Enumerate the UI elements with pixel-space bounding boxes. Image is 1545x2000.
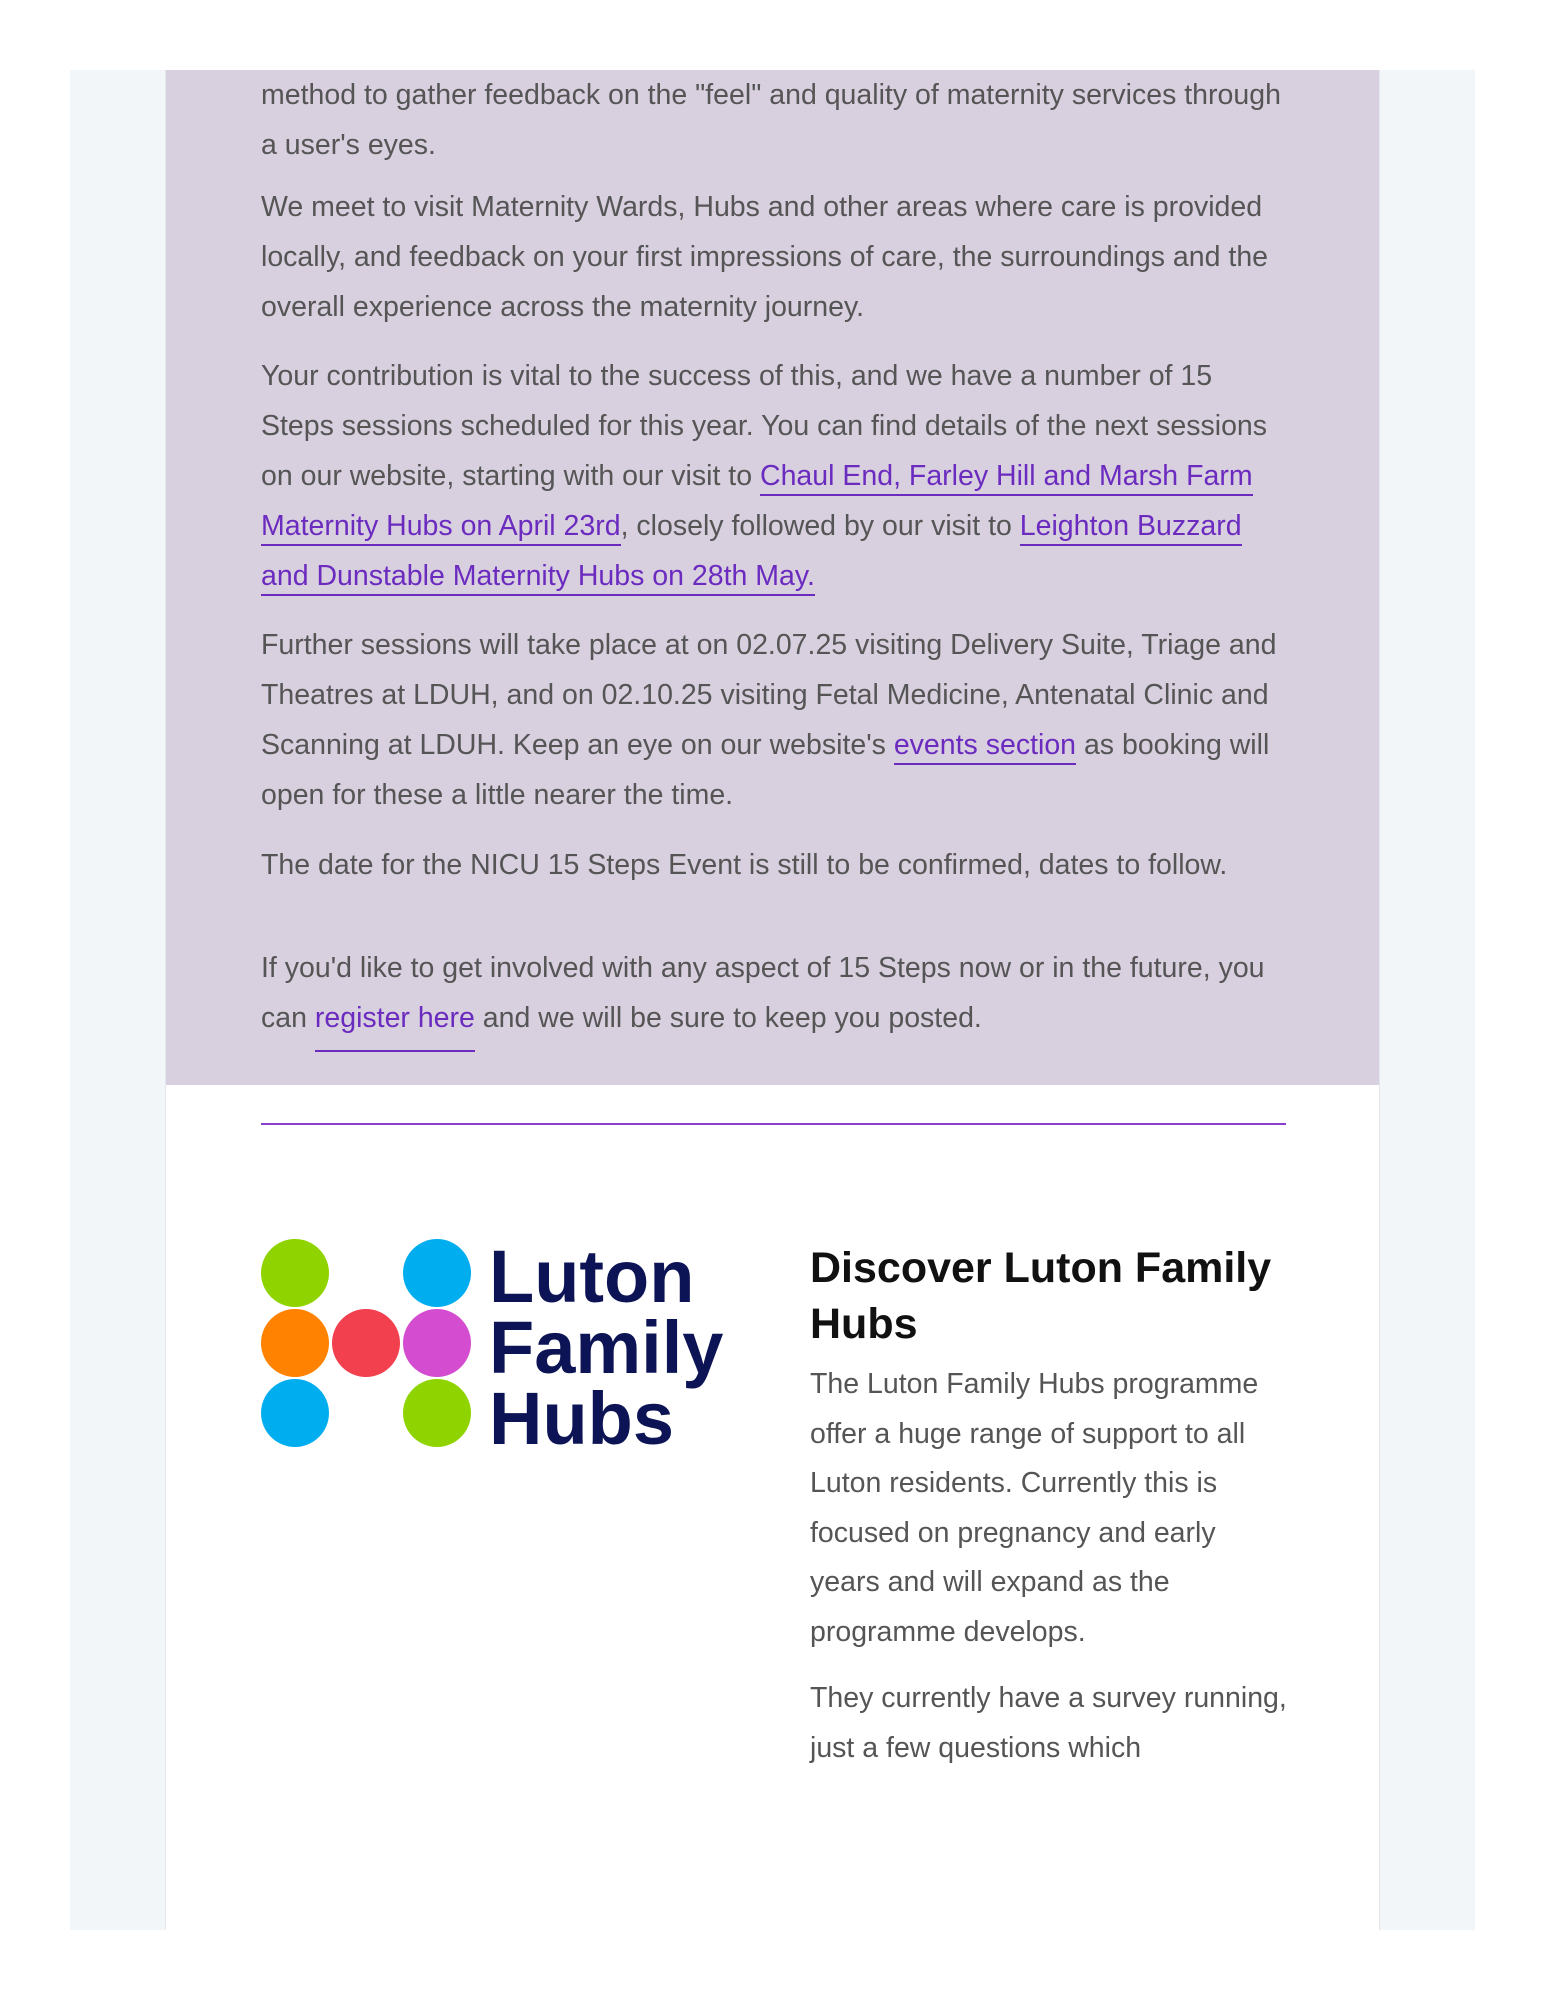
fifteen-steps-section	[166, 70, 1379, 1085]
logo-dot-blue-bottom	[261, 1379, 329, 1447]
logo-word-luton: Luton	[489, 1238, 695, 1318]
section-divider	[261, 1123, 1286, 1125]
family-hubs-title: Discover Luton Family Hubs	[810, 1244, 1272, 1348]
contribution-text-middle: , closely followed by our visit to	[620, 510, 1020, 542]
logo-dot-green-bottom	[403, 1379, 471, 1447]
contribution-paragraph	[261, 351, 1291, 601]
leighton-buzzard-hubs-link[interactable]: Leighton Buzzard and Dunstable Maternity Hubs on 28th May.	[261, 510, 1242, 596]
register-here-link[interactable]: register here	[314, 1002, 475, 1034]
chaul-end-hubs-link[interactable]: Chaul End, Farley Hill and Marsh Farm Maternity Hubs on April 23rd	[261, 460, 1253, 546]
further-text-after: as booking will open for these a little nearer the time.	[261, 729, 1270, 811]
logo-dot-red	[332, 1309, 400, 1377]
family-hubs-description: The Luton Family Hubs programme offer a huge range of support to all Luton residents. Currently this is focused on pregnancy and early years and will expand as the programme develops.	[810, 1368, 1259, 1648]
logo-dot-blue-top	[403, 1239, 471, 1307]
logo-dot-magenta	[403, 1309, 471, 1377]
events-section-link[interactable]: events section	[894, 729, 1076, 765]
logo-word-family: Family	[489, 1306, 724, 1389]
luton-family-hubs-logo	[261, 1238, 741, 1453]
further-sessions-paragraph	[261, 620, 1291, 820]
contribution-text-before: Your contribution is vital to the success of this, and we have a number of 15 Steps sessions scheduled for this year. You can find details of the next sessions on our website, starting with our visit to	[261, 360, 1268, 492]
visit-paragraph: We meet to visit Maternity Wards, Hubs and other areas where care is provided locally, and feedback on your first impressions of care, the surroundings and the overall experience across the maternity journey.	[261, 191, 1269, 323]
email-background	[70, 70, 1475, 1930]
family-hubs-survey-text: They currently have a survey running, just a few questions which	[810, 1682, 1287, 1764]
email-card	[166, 70, 1379, 1930]
logo-dot-green-top	[261, 1239, 329, 1307]
nicu-paragraph: The date for the NICU 15 Steps Event is still to be confirmed, dates to follow.	[261, 849, 1228, 881]
involved-text-after: and we will be sure to keep you posted.	[474, 1002, 982, 1034]
intro-tail-paragraph: method to gather feedback on the "feel" and quality of maternity services through a user's eyes.	[261, 79, 1281, 161]
get-involved-paragraph	[261, 943, 1291, 1043]
family-hubs-column	[810, 1240, 1290, 1773]
logo-word-hubs: Hubs	[489, 1377, 674, 1453]
involved-text-before: If you'd like to get involved with any aspect of 15 Steps now or in the future, you can	[261, 952, 1265, 1034]
logo-dot-orange	[261, 1309, 329, 1377]
further-text-before: Further sessions will take place at on 02.07.25 visiting Delivery Suite, Triage and Theatres at LDUH, and on 02.10.25 visiting Fetal Medicine, Antenatal Clinic and Scanning at LDUH. Keep an eye on our website's	[261, 629, 1277, 761]
